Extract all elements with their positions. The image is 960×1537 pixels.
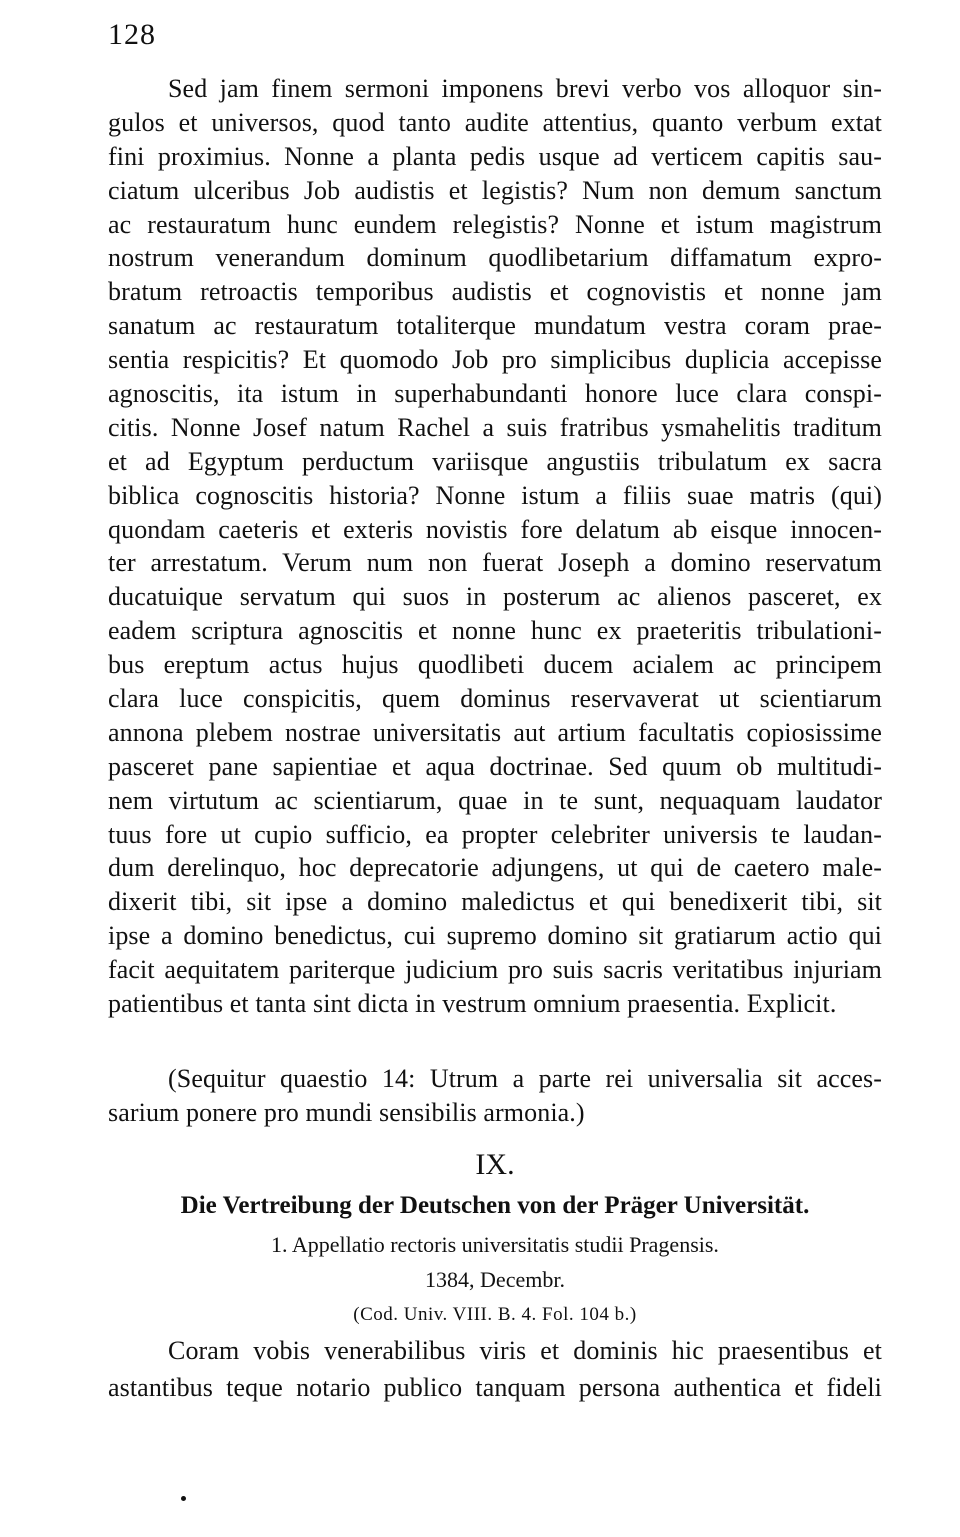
text-line: nostrum venerandum dominum quodlibetarium diffamatum expro- <box>108 243 882 273</box>
text-line: ter arrestatum. Verum num non fuerat Joseph a domino reservatum <box>108 548 882 578</box>
text-line: eadem scriptura agnoscitis et nonne hunc ex praeteritis tribulationi- <box>108 616 882 646</box>
text-line: gulos et universos, quod tanto audite attentius, quanto verbum extat <box>108 107 882 137</box>
text-line: biblica cognoscitis historia? Nonne istum a filiis suae matris (qui) <box>108 480 882 510</box>
text-line: (Sequitur quaestio 14: Utrum a parte rei universalia sit acces- <box>168 1064 882 1093</box>
text-line: Coram vobis venerabilibus viris et dominis hic praesentibus et <box>168 1336 882 1365</box>
text-line: bus ereptum actus hujus quodlibeti ducem acialem ac principem <box>108 650 882 680</box>
text-line: patientibus et tanta sint dicta in vestrum omnium praesentia. Explicit. <box>108 989 837 1019</box>
main-paragraph <box>108 72 882 1021</box>
text-line: clara luce conspicitis, quem dominus reservaverat ut scientiarum <box>108 684 882 714</box>
text-line: sentia respicitis? Et quomodo Job pro simplicibus duplicia accepisse <box>108 345 882 375</box>
text-line: quondam caeteris et exteris novistis fore delatum ab eisque innocen- <box>108 514 882 544</box>
text-line: dum derelinquo, hoc deprecatorie adjungens, ut qui de caetero male- <box>108 853 882 883</box>
text-line: sarium ponere pro mundi sensibilis armonia.) <box>108 1098 585 1127</box>
text-line: ciatum ulceribus Job audistis et legistis? Num non demum sanctum <box>108 175 882 205</box>
text-line: ducatuique servatum qui suos in posterum ac alienos pasceret, ex <box>108 582 882 612</box>
document-source: (Cod. Univ. VIII. B. 4. Fol. 104 b.) <box>353 1304 637 1325</box>
text-line: facit aequitatem pariterque judicium pro suis sacris veritatibus injuriam <box>108 955 882 985</box>
text-line: bratum retroactis temporibus audistis et cognovistis et nonne jam <box>108 277 882 307</box>
text-line: nem virtutum ac scientiarum, quae in te sunt, nequaquam laudator <box>108 785 882 815</box>
text-line: pasceret pane sapientiae et aqua doctrinae. Sed quum ob multitudi- <box>108 751 882 781</box>
stray-ink-dot <box>181 1496 186 1501</box>
page-number: 128 <box>108 18 156 51</box>
text-line: citis. Nonne Josef natum Rachel a suis fratribus ysmahelitis traditum <box>108 412 882 442</box>
text-line: agnoscitis, ita istum in superhabundanti honore luce clara conspi- <box>108 379 882 409</box>
document-date: 1384, Decembr. <box>425 1267 565 1292</box>
text-line: tuus fore ut cupio sufficio, ea propter celebriter universis te laudan- <box>108 819 882 849</box>
text-line: dixerit tibi, sit ipse a domino maledictus et qui benedixerit tibi, sit <box>108 887 882 917</box>
text-line: sanatum ac restauratum totaliterque mundatum vestra coram prae- <box>108 311 882 341</box>
document-text <box>108 1332 882 1406</box>
text-line: ipse a domino benedictus, cui supremo domino sit gratiarum actio qui <box>108 921 882 951</box>
text-line: astantibus teque notario publico tanquam persona authentica et fideli <box>108 1373 882 1402</box>
text-line: Sed jam finem sermoni imponens brevi verbo vos alloquor sin- <box>168 74 882 103</box>
text-line: fini proximius. Nonne a planta pedis usque ad verticem capitis sau- <box>108 141 882 171</box>
sequitur-note <box>108 1062 882 1130</box>
section-number: IX. <box>475 1148 515 1181</box>
text-line: ac restauratum hunc eundem relegistis? Nonne et istum magistrum <box>108 209 882 239</box>
document-title: 1. Appellatio rectoris universitatis studii Pragensis. <box>271 1232 719 1257</box>
section-title: Die Vertreibung der Deutschen von der Präger Universität. <box>180 1192 810 1219</box>
text-line: annona plebem nostrae universitatis aut artium facultatis copiosissime <box>108 717 882 747</box>
text-line: et ad Egyptum perductum variisque angustiis tribulatum ex sacra <box>108 446 882 476</box>
